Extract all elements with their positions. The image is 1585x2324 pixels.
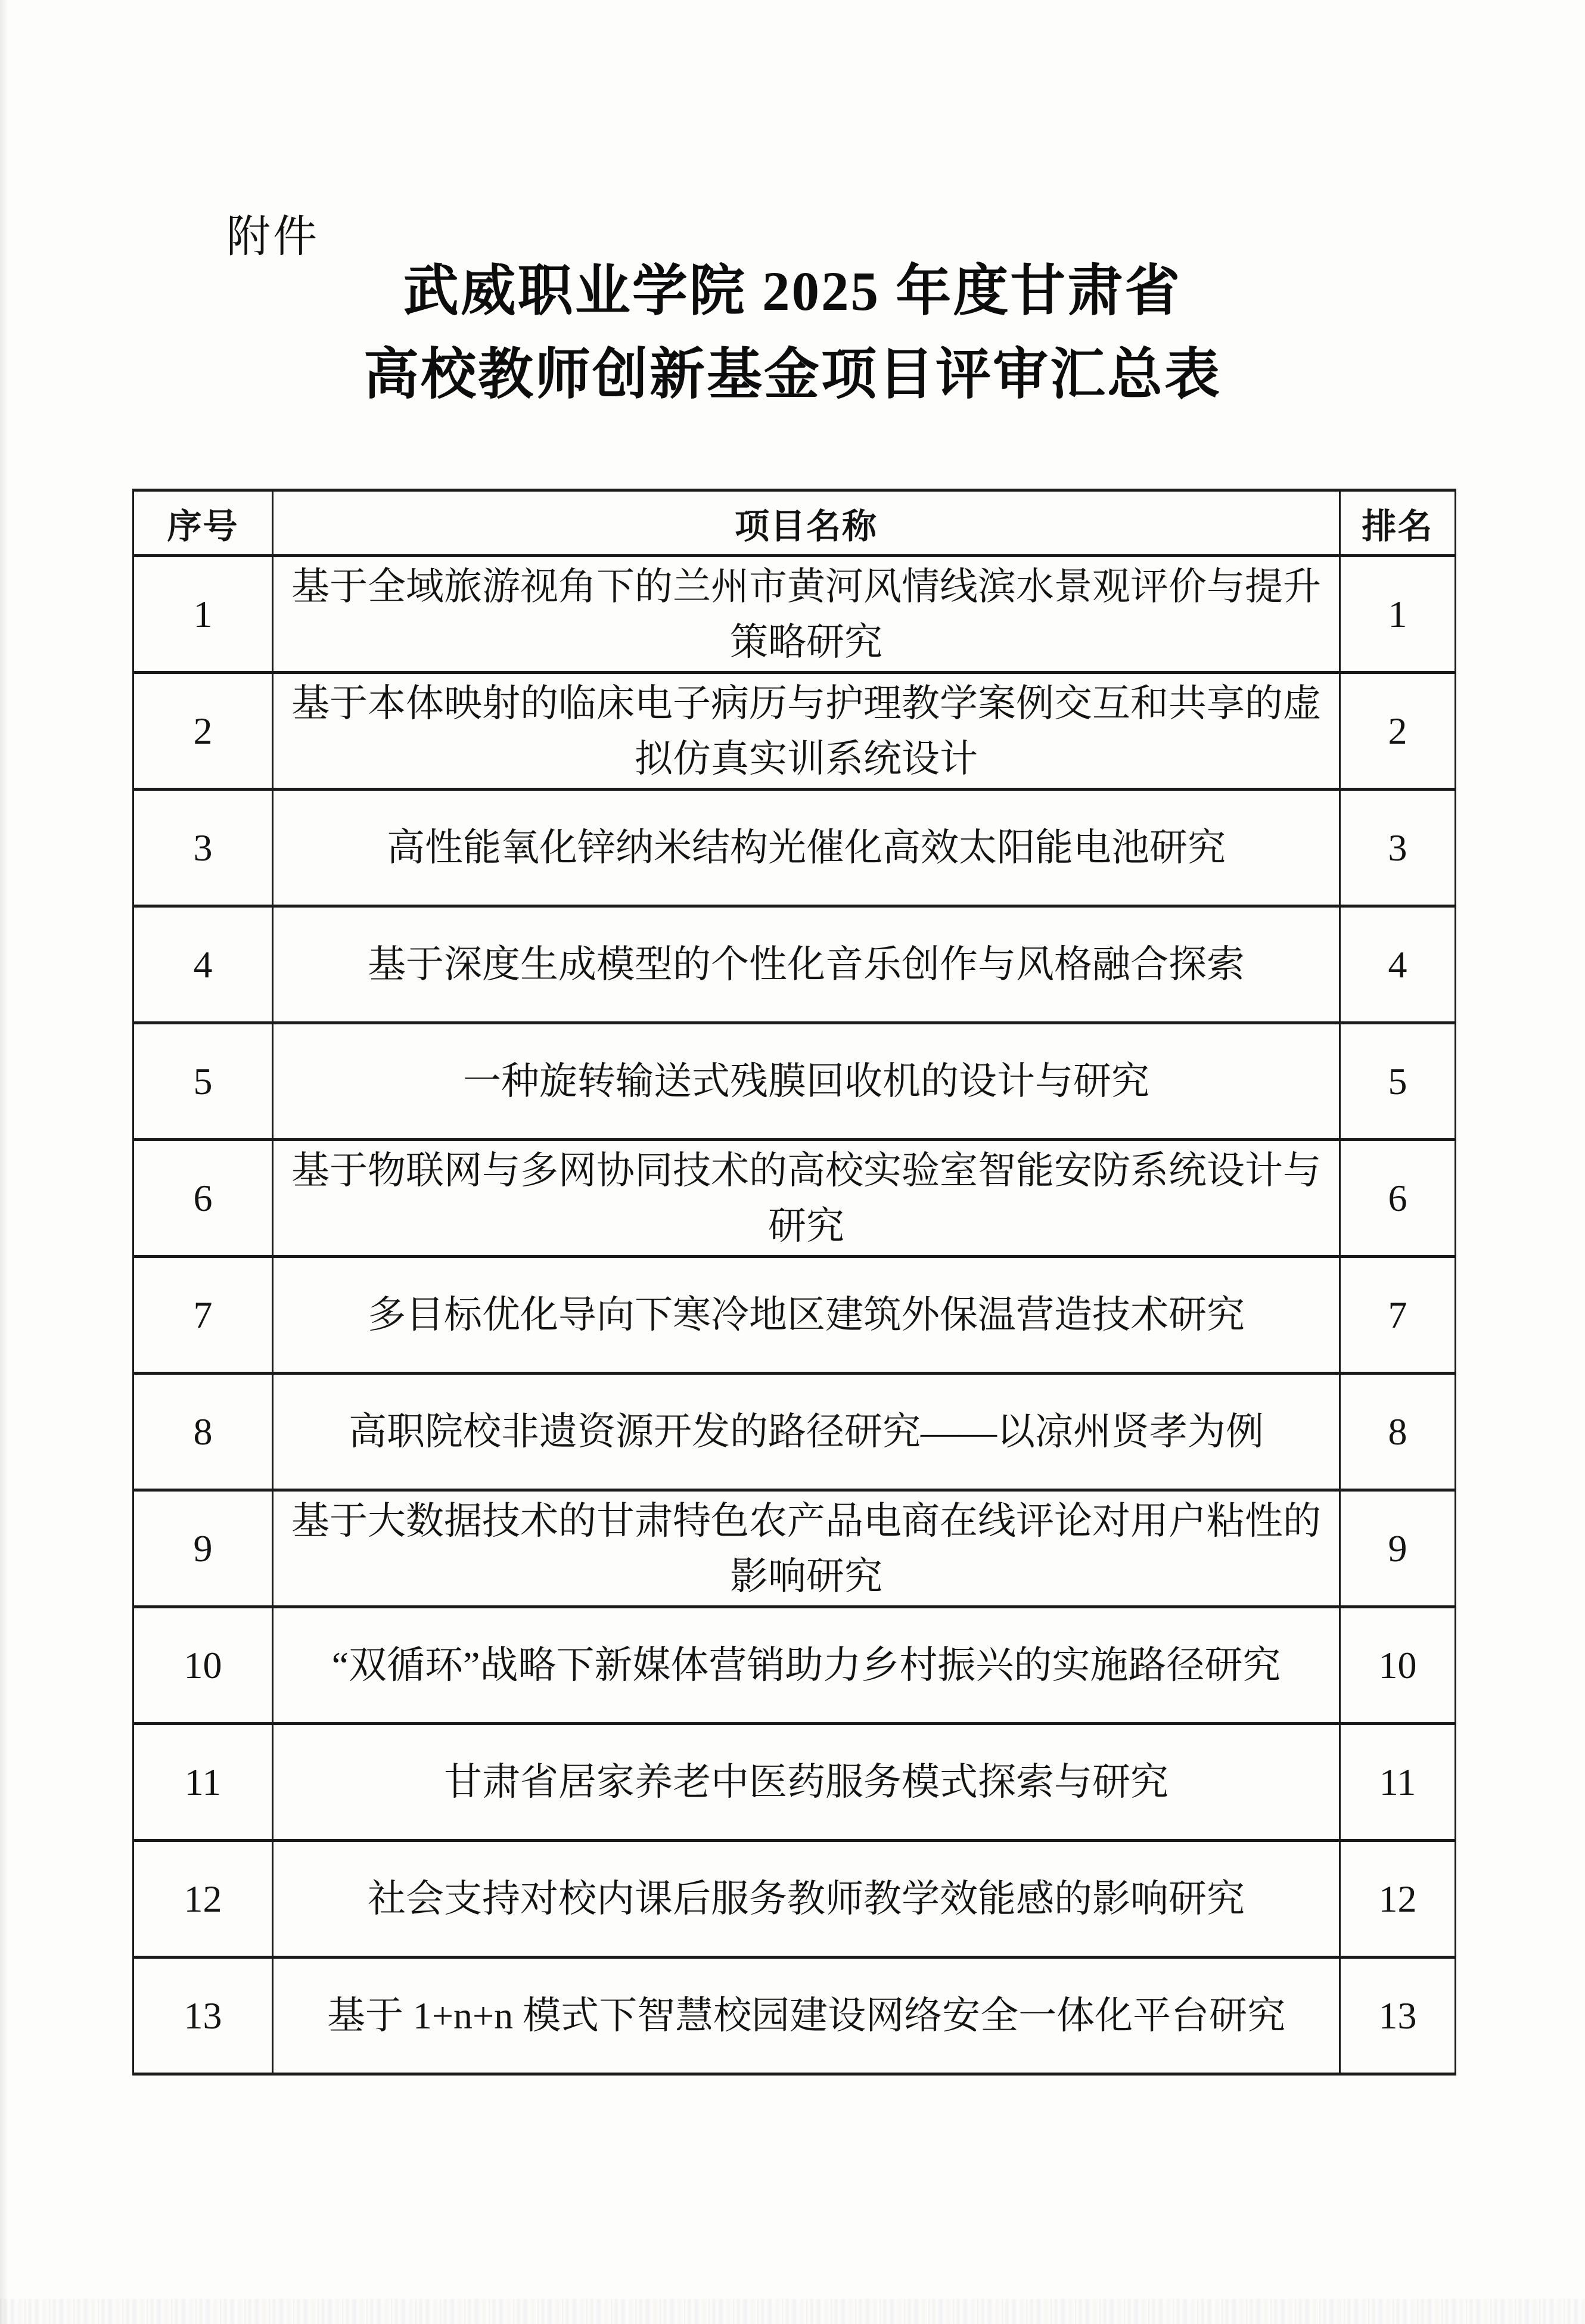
row-number-cell: 8 [133,1374,273,1490]
rank-cell: 5 [1340,1023,1456,1140]
row-number-cell: 1 [133,556,273,673]
table-row [133,1140,1456,1257]
project-name-cell: 基于物联网与多网协同技术的高校实验室智能安防系统设计与研究 [273,1140,1340,1257]
rank-cell: 6 [1340,1140,1456,1257]
project-name-cell: 高职院校非遗资源开发的路径研究——以凉州贤孝为例 [273,1374,1340,1490]
header-cell-project-name: 项目名称 [273,490,1340,556]
rank-cell: 11 [1340,1724,1456,1841]
table-row [133,1374,1456,1490]
table-row [133,673,1456,790]
table-row [133,1607,1456,1724]
row-number-cell: 4 [133,906,273,1023]
project-name-cell: 基于全域旅游视角下的兰州市黄河风情线滨水景观评价与提升策略研究 [273,556,1340,673]
scan-artifact-strip [0,2299,1585,2324]
document-title-line-1: 武威职业学院 2025 年度甘肃省 [403,261,1182,322]
table-row [133,1257,1456,1374]
project-name-cell: 高性能氧化锌纳米结构光催化高效太阳能电池研究 [273,790,1340,906]
rank-cell: 10 [1340,1607,1456,1724]
table-row [133,1724,1456,1841]
attachment-label: 附件 [226,213,319,262]
rank-cell: 1 [1340,556,1456,673]
row-number-cell: 12 [133,1841,273,1958]
project-name-cell: 多目标优化导向下寒冷地区建筑外保温营造技术研究 [273,1257,1340,1374]
rank-cell: 8 [1340,1374,1456,1490]
rank-cell: 9 [1340,1490,1456,1607]
table-row [133,1958,1456,2074]
project-name-cell: 基于 1+n+n 模式下智慧校园建设网络安全一体化平台研究 [273,1958,1340,2074]
document-title-line-2: 高校教师创新基金项目评审汇总表 [363,344,1222,406]
row-number-cell: 3 [133,790,273,906]
table-row [133,1490,1456,1607]
project-name-cell: 基于本体映射的临床电子病历与护理教学案例交互和共享的虚拟仿真实训系统设计 [273,673,1340,790]
row-number-cell: 6 [133,1140,273,1257]
document-title [0,250,1585,417]
table-row [133,556,1456,673]
row-number-cell: 13 [133,1958,273,2074]
table-row [133,906,1456,1023]
header-cell-rank: 排名 [1340,490,1456,556]
table-row [133,790,1456,906]
project-name-cell: “双循环”战略下新媒体营销助力乡村振兴的实施路径研究 [273,1607,1340,1724]
rank-cell: 4 [1340,906,1456,1023]
row-number-cell: 5 [133,1023,273,1140]
rank-cell: 13 [1340,1958,1456,2074]
project-name-cell: 基于大数据技术的甘肃特色农产品电商在线评论对用户粘性的影响研究 [273,1490,1340,1607]
project-review-table [132,489,1456,2076]
project-name-cell: 甘肃省居家养老中医药服务模式探索与研究 [273,1724,1340,1841]
header-cell-index: 序号 [133,490,273,556]
table-row [133,1841,1456,1958]
row-number-cell: 2 [133,673,273,790]
rank-cell: 12 [1340,1841,1456,1958]
row-number-cell: 11 [133,1724,273,1841]
row-number-cell: 7 [133,1257,273,1374]
rank-cell: 3 [1340,790,1456,906]
table-header-row [133,490,1456,556]
rank-cell: 7 [1340,1257,1456,1374]
project-name-cell: 社会支持对校内课后服务教师教学效能感的影响研究 [273,1841,1340,1958]
table-row [133,1023,1456,1140]
rank-cell: 2 [1340,673,1456,790]
project-name-cell: 基于深度生成模型的个性化音乐创作与风格融合探索 [273,906,1340,1023]
row-number-cell: 10 [133,1607,273,1724]
project-name-cell: 一种旋转输送式残膜回收机的设计与研究 [273,1023,1340,1140]
row-number-cell: 9 [133,1490,273,1607]
